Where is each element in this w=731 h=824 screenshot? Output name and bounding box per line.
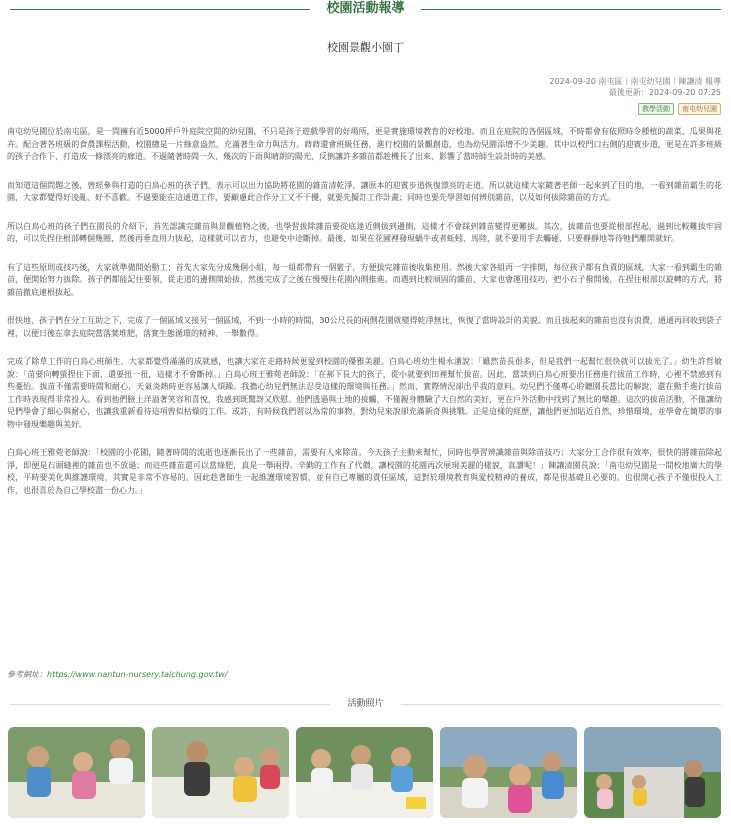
- photo-image: [296, 727, 433, 818]
- photos-header: [0, 697, 731, 711]
- photos-title: 活動照片: [347, 699, 384, 709]
- photo-gallery: [8, 727, 721, 818]
- article-paragraph: 所以白鳥心班的孩子們在園長的介紹下，首先認識完雜苗與景觀植物之後，也學習拔除雜苗要從底達近側拔到邊側，這樣才不會踩到雜苗變得更難拔。其次，拔雜苗也要從根部捏起，過到比較難拔牢固的，可以先捏住根部轉個幾圈，然後再垂直用力拔起，這樣就可以省力，也避免中途斷掉。最後，如果在花圃裡發現蝸牛或者蚯蚓、馬陸，就不要用手去觸碰，只要靜靜地等待牠們離開就好。: [7, 221, 722, 243]
- tag-badge[interactable]: 南屯幼兒園: [678, 103, 721, 115]
- photo-image: [8, 727, 145, 818]
- article-title: 校園景觀小園丁: [327, 41, 404, 54]
- photo-image: [584, 727, 721, 818]
- photo-thumbnail[interactable]: [8, 727, 145, 818]
- last-updated: 最後更新：2024-09-20 07:25: [608, 88, 721, 97]
- tag-list: [638, 103, 721, 115]
- article-paragraph: 白鳥心班王雅菀老師說：「校園的小花園，隨著時間的流逝也逐漸長出了一些雜苗，需要有人來除苗。今天孩子主動來幫忙，同時也學習辨識雜苗與除苗技巧；大家分工合作很有效率，很快的將雜苗除起淨，即便是石頭縫裡的雜苗也不放過；而這些雜苗還可以當綠肥，真是一舉兩得。辛勤的工作有了代價，讓校園的花園再次展現美麗的樣貌，真讚呢！」陳讓清園長說：「南屯幼兒園是一間校地廣大的學校，平時要美化與維護環境，其實是非常不容易的。因此趁著師生一起維護環境習慣，並有自己專屬的責任區域，這對於環境教育與愛校精神的養成，都是很基礎且必要的。也很開心孩子不僅很投入工作，也很喜於為自己學校盡一份心力。」: [7, 448, 722, 495]
- article-paragraph: 很快地，孩子們在分工互助之下，完成了一個區域又接另一個區域，不到一小時的時間，30公尺長的兩側花園就變得乾淨無比，恢復了當時設計的美貌。而且拔起來的雜苗也沒有浪費，通通再回收到袋子裡，以便日後在拿去庭院當落葉堆肥，落實生態循環的精神、一舉數得。: [7, 316, 722, 338]
- article-paragraph: 南屯幼兒園位於南屯區，是一間擁有近5000坪戶外庭院空間的幼兒園，不只是孩子遊戲學習的好場所，更是實施環境教育的好校地。而且在庭院的各個區域，不時都會有依照時令種植的蔬菜、瓜果與花卉。配合著各班級的食農課程活動，校園總是一片綠意盎然，充滿著生命力與活力。蒔蒔還會班級任務，進行校園的景觀創造，也為幼兒園添增不少美趣。其中以校門口右側的迎賓步道，更是在許多班級的孩子合作下，打造成一條漂亮的廊道。不過隨著時間一久，幾次的下雨與晴朗的陽光，反倒讓許多雜苗都趁機長了出來，影響了當時師生設計時的美感。: [7, 127, 722, 161]
- reference: [7, 669, 227, 680]
- article-paragraph: 有了這些原則或技巧後，大家就準備開始動工；首先大家先分成幾個小組，每一組都帶有一個籃子，方便拔完雜苗後收集使用。然後大家各組再一字排開，每位孩子都有負責的區域，大家一看到霸生的雜苗，便開始努力拔除。孩子們都能記住要領，從走道的邊側開始拔，然後完成了之後在慢慢往花園內側推進。而遇到比較頑固的雜苗，大家也會運用技巧，把小石子撥開後，在捏住根部以旋轉的方式，將雜苗徹底連根拔起。: [7, 262, 722, 297]
- photo-image: [152, 727, 289, 818]
- section-title: 校園活動報導: [318, 1, 412, 16]
- photo-image: [440, 727, 577, 818]
- tag-badge[interactable]: 教學活動: [638, 103, 674, 115]
- article-meta: [549, 76, 721, 98]
- byline: 2024-09-20 南屯區｜南屯幼兒園｜陳讓清 報導: [549, 77, 721, 86]
- photo-thumbnail[interactable]: [584, 727, 721, 818]
- photo-thumbnail[interactable]: [440, 727, 577, 818]
- section-title-wrap: [0, 0, 731, 18]
- photo-thumbnail[interactable]: [296, 727, 433, 818]
- reference-label: 參考網址：: [7, 670, 47, 679]
- article-paragraph: 而知道這個問題之後，曾經參與打造的白鳥心班的孩子們，表示可以出力協助將花園的雜苗清乾淨，讓原本的迎賓步道恢復漂亮的走道。所以就這樣大家隨著老師一起來到了目的地，一看到雜苗霸生的花園，大家都覺得好凌亂、好不喜歡。不過要能在這通道工作，要顧慮此合作分工又不干擾，就要先擬訂工作計畫；同時也要先學習如何辨別雜苗，以及如何拔除雜苗的方式。: [7, 180, 722, 202]
- article-paragraph: 完成了除草工作的白鳥心班師生，大家都覺得滿滿的成就感，也讓大家在走路時候更愛到校園的優雅美麗。白鳥心班幼生楊永潘說：「雖然苗長很多，但是我們一起幫忙很快就可以拔光了。」幼生許哲敏說：「苗要向轉螢捏住下面，還要扭一扭，這樣才不會斷掉。」白鳥心班王雅菀老師說：「在郝下長大的孩子，從小就要到田裡幫忙拔苗。因此，當談到白鳥心班要出任務進行拔苗工作時，心裡不禁感到有些憂怡。拔苗不僅需要時間和耐心，天氣炎熱時更容易讓人煩躁。我擔心幼兒們無法忍受這樣的環境與任務。」然而，實際情況卻出乎我的意料。幼兒們不僅專心聆聽園長當比的解說，還在動手進行拔苗工作時表現得非常投入。看到他們臉上洋溢著笑容和喜悅，我感到既驚訝又欣慰。他們透過與土地的接觸，不僅親身體驗了大自然的美好，更在戶外活動中找到了無比的樂趣。這次的拔苗活動，不僅讓幼兒們學會了細心與耐心，也讓我重新看待這項曾似枯燥的工作。或許，有時候我們習以為常的事物，對幼兒來說卻充滿新奇與挑戰。正是這樣的經歷，讓他們更加貼近自然，珍惜環境，並學會在簡單的事物中發現樂趣與美好。: [7, 357, 722, 429]
- reference-link[interactable]: https://www.nantun-nursery.taichung.gov.tw/: [47, 670, 228, 679]
- photo-thumbnail[interactable]: [152, 727, 289, 818]
- section-header: [0, 0, 731, 20]
- article-body: [7, 126, 722, 513]
